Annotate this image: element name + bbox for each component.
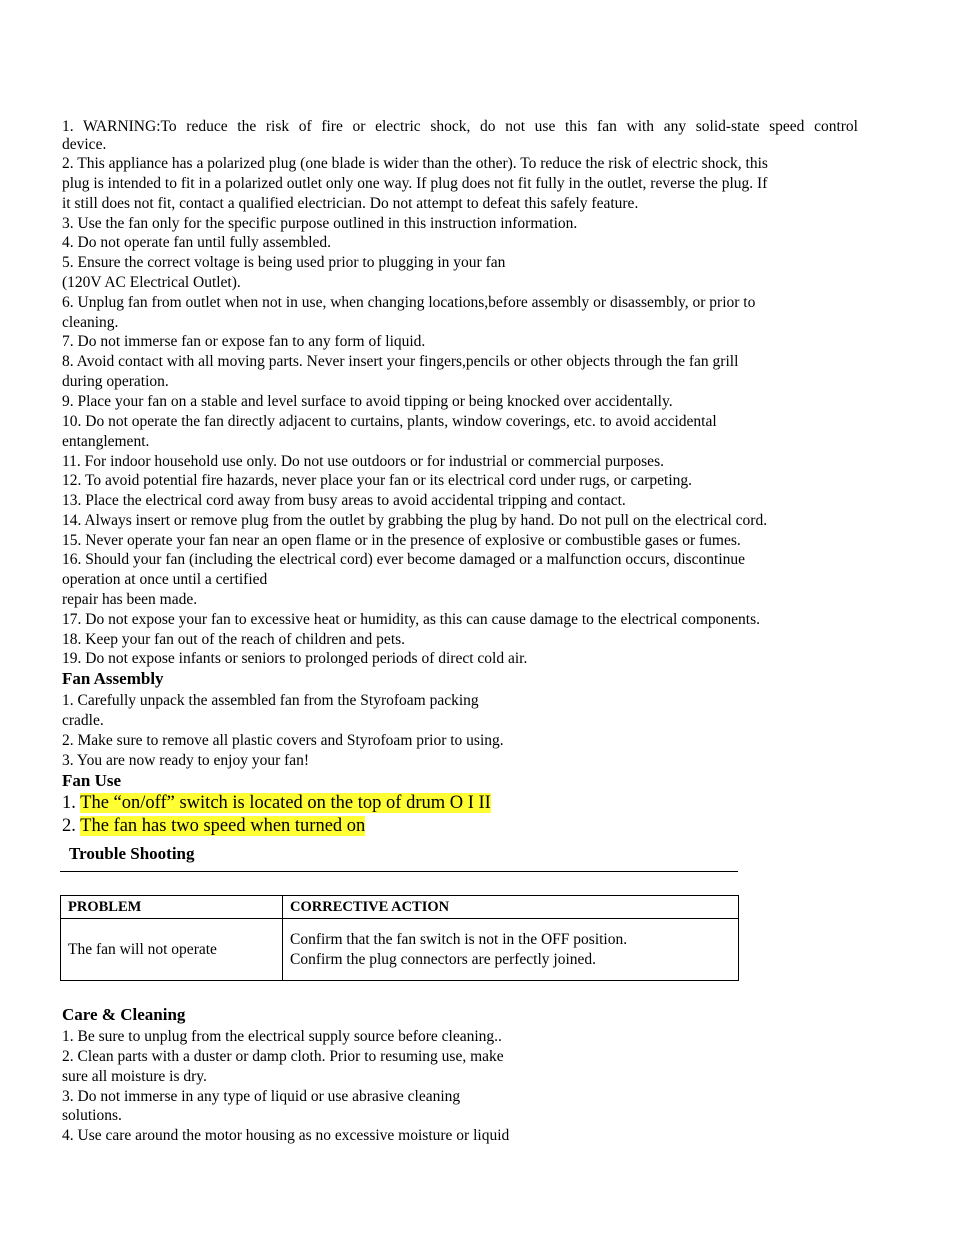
fan-use-number: 2. — [62, 816, 81, 836]
safety-line: 6. Unplug fan from outlet when not in use, when changing locations,before assembly or disassembly, or prior to — [62, 294, 756, 311]
cleaning-line: sure all moisture is dry. — [62, 1068, 207, 1085]
safety-line: 12. To avoid potential fire hazards, never place your fan or its electrical cord under rugs, or carpeting. — [62, 472, 693, 489]
corrective-action-cell — [283, 919, 739, 981]
safety-line: cleaning. — [62, 314, 119, 331]
fan-use-highlighted-text: The fan has two speed when turned on — [80, 816, 366, 836]
safety-line: 16. Should your fan (including the electrical cord) ever become damaged or a malfunction occurs, discontinue — [62, 551, 746, 568]
safety-line: it still does not fit, contact a qualified electrician. Do not attempt to defeat this safely feature. — [62, 195, 639, 212]
assembly-line: 3. You are now ready to enjoy your fan! — [62, 752, 310, 769]
assembly-heading: Fan Assembly — [62, 669, 164, 688]
fan-use-item — [62, 792, 491, 815]
safety-line: 4. Do not operate fan until fully assembled. — [62, 234, 332, 251]
safety-line: 19. Do not expose infants or seniors to prolonged periods of direct cold air. — [62, 650, 528, 667]
safety-line: 18. Keep your fan out of the reach of children and pets. — [62, 631, 406, 648]
cleaning-line: 3. Do not immerse in any type of liquid or use abrasive cleaning — [62, 1088, 461, 1105]
safety-line: 10. Do not operate the fan directly adjacent to curtains, plants, window coverings, etc. to avoid accidental — [62, 413, 717, 430]
safety-line: 11. For indoor household use only. Do not use outdoors or for industrial or commercial purposes. — [62, 453, 664, 470]
safety-line: 7. Do not immerse fan or expose fan to any form of liquid. — [62, 333, 426, 350]
assembly-line: cradle. — [62, 712, 104, 729]
safety-line: 17. Do not expose your fan to excessive heat or humidity, as this can cause damage to the electrical components. — [62, 611, 760, 628]
safety-line: 13. Place the electrical cord away from busy areas to avoid accidental tripping and contact. — [62, 492, 626, 509]
safety-line: device. — [62, 136, 107, 153]
safety-line: entanglement. — [62, 433, 150, 450]
safety-line: plug is intended to fit in a polarized outlet only one way. If plug does not fit fully in the outlet, reverse the plug. If — [62, 175, 768, 192]
safety-line: 9. Place your fan on a stable and level surface to avoid tipping or being knocked over accidentally. — [62, 393, 673, 410]
section-divider — [60, 871, 738, 872]
safety-line: 1. WARNING:To reduce the risk of fire or electric shock, do not use this fan with any solid-state speed control — [62, 118, 858, 135]
corrective-action-line: Confirm the plug connectors are perfectly joined. — [290, 950, 597, 968]
cleaning-heading: Care & Cleaning — [62, 1005, 186, 1024]
troubleshooting-table — [60, 895, 739, 981]
safety-line: 5. Ensure the correct voltage is being used prior to plugging in your fan — [62, 254, 506, 271]
fan-use-heading: Fan Use — [62, 771, 122, 790]
cleaning-line: 2. Clean parts with a duster or damp cloth. Prior to resuming use, make — [62, 1048, 504, 1065]
troubleshooting-heading: Trouble Shooting — [69, 844, 195, 863]
cleaning-line: solutions. — [62, 1107, 122, 1124]
safety-line: during operation. — [62, 373, 169, 390]
safety-line: 15. Never operate your fan near an open flame or in the presence of explosive or combustible gases or fumes. — [62, 532, 741, 549]
problem-cell: The fan will not operate — [61, 919, 283, 981]
fan-use-item — [62, 815, 365, 838]
safety-line: (120V AC Electrical Outlet). — [62, 274, 241, 291]
assembly-line: 2. Make sure to remove all plastic covers and Styrofoam prior to using. — [62, 732, 504, 749]
safety-line: repair has been made. — [62, 591, 198, 608]
column-header-corrective-action: CORRECTIVE ACTION — [283, 896, 739, 919]
corrective-action-line: Confirm that the fan switch is not in the OFF position. — [290, 930, 628, 948]
safety-line: 3. Use the fan only for the specific purpose outlined in this instruction information. — [62, 215, 578, 232]
assembly-line: 1. Carefully unpack the assembled fan from the Styrofoam packing — [62, 692, 479, 709]
table-row — [61, 919, 739, 981]
table-header-row — [61, 896, 739, 919]
cleaning-line: 1. Be sure to unplug from the electrical supply source before cleaning.. — [62, 1028, 502, 1045]
safety-line: 8. Avoid contact with all moving parts. Never insert your fingers,pencils or other objects through the fan grill — [62, 353, 739, 370]
fan-use-number: 1. — [62, 793, 81, 813]
safety-line: 14. Always insert or remove plug from the outlet by grabbing the plug by hand. Do not pull on the electrical cord. — [62, 512, 768, 529]
fan-use-highlighted-text: The “on/off” switch is located on the top of drum O I II — [80, 793, 491, 813]
cleaning-line: 4. Use care around the motor housing as no excessive moisture or liquid — [62, 1127, 510, 1144]
safety-line: operation at once until a certified — [62, 571, 268, 588]
column-header-problem: PROBLEM — [61, 896, 283, 919]
safety-line: 2. This appliance has a polarized plug (one blade is wider than the other). To reduce the risk of electric shock, this — [62, 155, 768, 172]
